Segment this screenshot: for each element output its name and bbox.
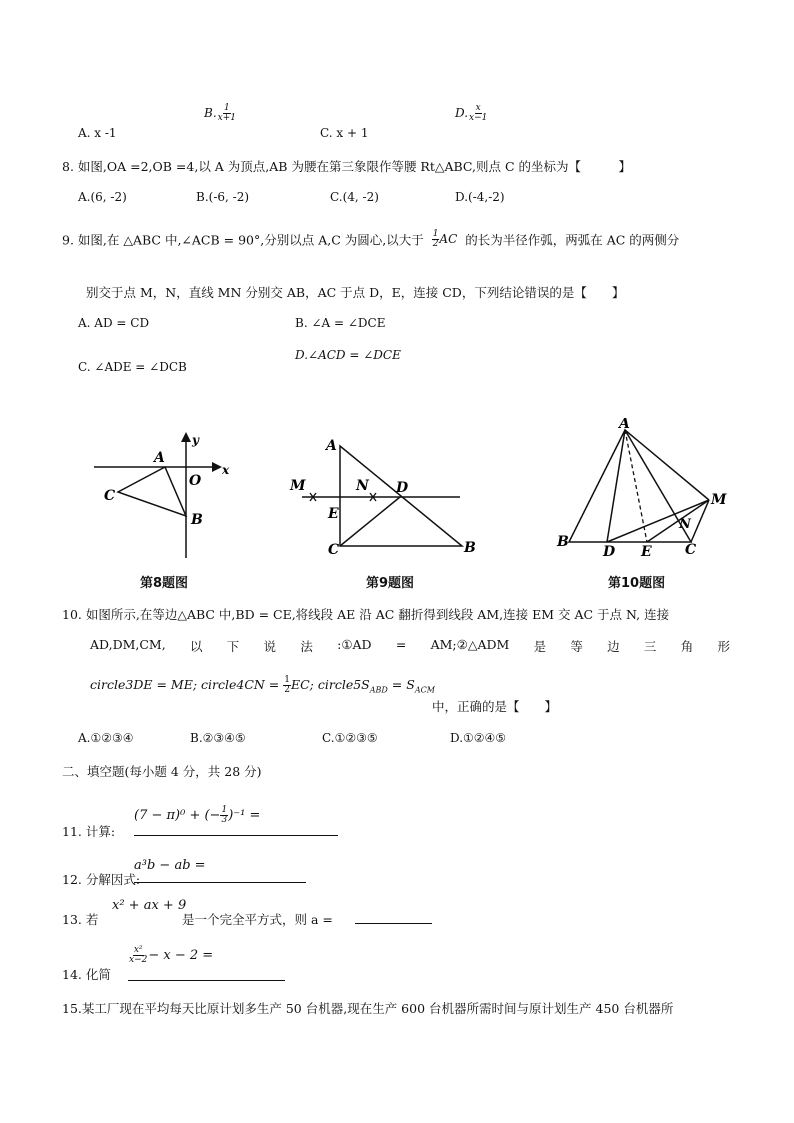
q7-option-d (455, 104, 488, 123)
fig8-label-y: y (192, 433, 199, 447)
fig9-label-d: D (396, 480, 409, 496)
q7-option-c: C. x + 1 (320, 126, 369, 140)
q9-option-b: B. ∠A = ∠DCE (295, 316, 386, 330)
q8-stem: 8. 如图,OA =2,OB =4,以 A 为顶点,AB 为腰在第三象限作等腰 Rt△ABC,则点 C 的坐标为【 】 (62, 159, 632, 174)
q9-option-a: A. AD = CD (78, 316, 150, 330)
q13-expression: x² + ax + 9 (112, 898, 187, 913)
q10-option-c: C.①②③⑤ (322, 731, 378, 745)
q10-stem-line2: AD,DM,CM, 以 下 说 法 :①AD = AM;②△ADM 是 等 边 三 角 形 (90, 637, 730, 654)
figure-8 (88, 428, 238, 558)
q7-option-b-prefix: B. (204, 106, 217, 120)
fig9-segment-cd (340, 497, 400, 546)
q7-option-b-fraction: $\frac{1}{x+1}$ (217, 103, 236, 123)
q9-stem-line1 (62, 230, 679, 249)
q8-option-c: C.(4, -2) (330, 190, 379, 204)
fig10-caption: 第10题图 (608, 576, 666, 591)
q9-stem-part2: 的长为半径作弧，两弧在 AC 的两侧分 (465, 232, 680, 248)
figure-9 (288, 432, 488, 558)
q11-answer-blank[interactable] (134, 835, 338, 836)
fig9-caption: 第9题图 (366, 576, 415, 591)
q7-option-a: A. x -1 (78, 126, 117, 140)
fig8-label-c: C (104, 488, 116, 504)
fig8-label-b: B (191, 512, 203, 528)
q12-answer-blank[interactable] (134, 882, 306, 883)
q9-half-ac: $\frac{1}{2}$ AC (432, 229, 458, 249)
q13-answer-blank[interactable] (355, 923, 432, 924)
q13-label: 13. 若 (62, 912, 99, 927)
fig8-triangle-abc (118, 467, 186, 516)
fig10-label-c: C (685, 542, 697, 558)
fig8-label-a: A (154, 450, 165, 466)
fig10-segment-am (625, 430, 709, 500)
q15-stem: 15.某工厂现在平均每天比原计划多生产 50 台机器,现在生产 600 台机器所需时间与原计划生产 450 台机器所 (62, 1001, 674, 1016)
fig10-label-e: E (641, 544, 652, 558)
q9-option-d: D.∠ACD = ∠DCE (295, 348, 401, 362)
fig9-label-c: C (328, 542, 340, 558)
q14-expression: $\frac{\text{x²}}{x-2}$ − x − 2 = (129, 945, 214, 965)
fig10-label-a: A (619, 418, 630, 432)
q8-option-b: B.(-6, -2) (196, 190, 250, 204)
fig8-label-x: x (222, 463, 230, 477)
fig9-label-b: B (464, 540, 476, 556)
q14-answer-blank[interactable] (128, 980, 285, 981)
section2-title: 二、填空题(每小题 4 分，共 28 分) (62, 764, 262, 779)
q10-option-d: D.①②④⑤ (450, 731, 507, 745)
q9-option-c: C. ∠ADE = ∠DCB (78, 360, 187, 374)
fig9-label-n: N (356, 478, 369, 494)
q11-expression: (7 − π)⁰ + (− $\frac{1}{3}$ )⁻¹ = (134, 805, 261, 825)
q10-stem-line1: 10. 如图所示,在等边△ABC 中,BD = CE,将线段 AE 沿 AC 翻折得到线段 AM,连接 EM 交 AC 于点 N, 连接 (62, 607, 670, 622)
fig10-label-m: M (711, 492, 727, 508)
fig10-label-n: N (679, 517, 691, 532)
fig8-x-arrow (212, 462, 222, 472)
fig10-label-d: D (603, 544, 616, 558)
fig10-label-b: B (557, 534, 569, 550)
q8-option-a: A.(6, -2) (78, 190, 127, 204)
q9-stem-line2: 别交于点 M，N，直线 MN 分别交 AB，AC 于点 D，E，连接 CD，下列结论错误的是【 】 (86, 285, 625, 300)
q10-option-a: A.①②③④ (78, 731, 134, 745)
fig9-label-m: M (290, 478, 306, 494)
q7-option-d-fraction: $\frac{x}{x-1}$ (469, 103, 488, 123)
q12-expression: a³b − ab = (134, 858, 206, 873)
q9-stem-part1: 9. 如图,在 △ABC 中,∠ACB = 90°,分别以点 A,C 为圆心,以大于 (62, 232, 424, 248)
fig9-label-a: A (326, 438, 337, 454)
q8-option-d: D.(-4,-2) (455, 190, 505, 204)
q12-label: 12. 分解因式: (62, 872, 141, 887)
q7-option-b (204, 104, 237, 123)
q14-label: 14. 化简 (62, 967, 111, 982)
fig8-caption: 第8题图 (140, 576, 189, 591)
fig8-label-o: O (189, 473, 202, 489)
q11-label: 11. 计算: (62, 824, 116, 839)
fig10-segment-ae (625, 430, 647, 542)
fig8-y-arrow (181, 432, 191, 442)
q10-stem-end: 中，正确的是【 】 (432, 699, 558, 714)
q7-option-d-prefix: D. (455, 106, 469, 120)
q10-math-line: circle3DE = ME; circle4CN = $\frac{1}{2}$ EC; $circle5S_{ABD} = S_{ACM}$ (90, 675, 435, 695)
fig9-label-e: E (328, 506, 339, 522)
q13-tail: 是一个完全平方式，则 a = (182, 912, 333, 927)
figure-10 (555, 418, 735, 558)
q10-option-b: B.②③④⑤ (190, 731, 246, 745)
